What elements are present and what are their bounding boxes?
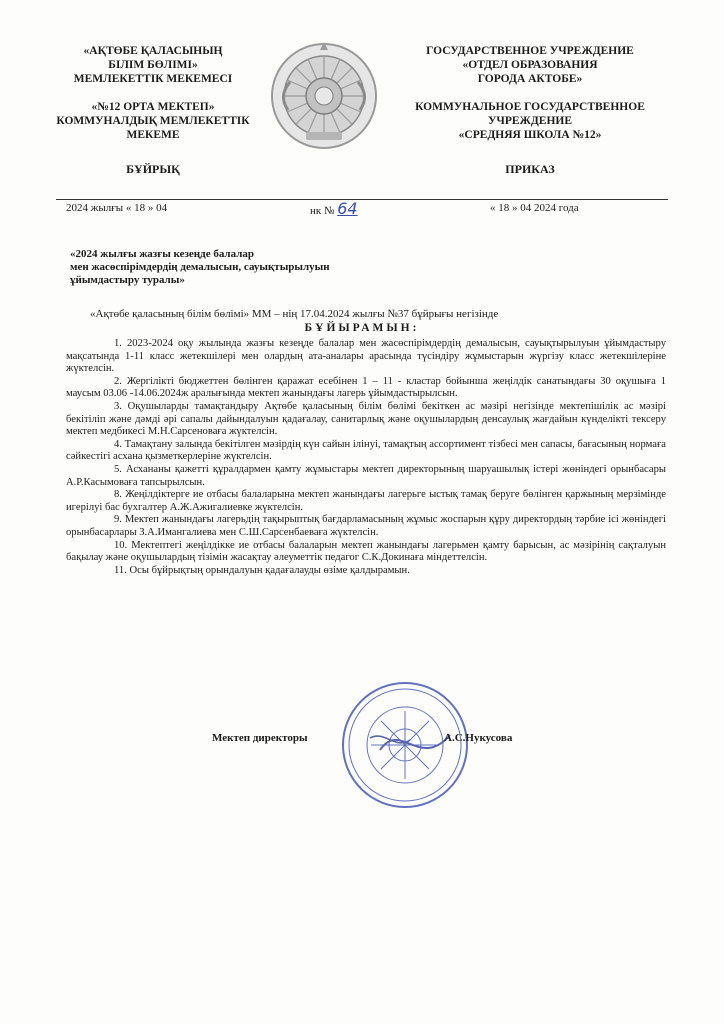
subject-line1: «2024 жылғы жазғы кезеңде балалар [70, 248, 254, 260]
header-left-title: БҰЙРЫҚ [126, 162, 180, 176]
subject-line2: мен жасөспірімдердің демалысын, сауықтырылуын [70, 261, 330, 273]
header-right-line3: ГОРОДА АКТОБЕ» [477, 73, 583, 85]
signature-name: А.С.Нукусова [444, 732, 513, 744]
header-left-line6: МЕКЕМЕ [126, 129, 180, 141]
order-item: 1. 2023-2024 оқу жылында жазғы кезеңде балалар мен жасөспірімдердің демалысын, сауықтырылуын ұйымдастыру мақсатында 1-11 класс жетекшілері мен олардың ата-аналары арасында түсіндіру жұмыстарын жүргізу класс жетекшілеріне жүктелсін. [66, 338, 666, 375]
order-item: 8. Жеңілдіктерге ие отбасы балаларына мектеп жанындағы лагерьге ыстық тамақ беруге бөлінген қаржының мерзімінде игерілуі бас бухгалтер А.Ж.Ажигалиевке жүктелсін. [66, 489, 666, 513]
state-emblem-icon [268, 40, 380, 152]
header-left-line4: «№12 ОРТА МЕКТЕП» [91, 101, 215, 113]
header-left-line1: «АҚТӨБЕ ҚАЛАСЫНЫҢ [83, 45, 223, 57]
header-right-line5: УЧРЕЖДЕНИЕ [487, 115, 573, 127]
header-left-kazakh [28, 44, 278, 176]
header-right-line6: «СРЕДНЯЯ ШКОЛА №12» [458, 129, 602, 141]
order-items [66, 338, 666, 577]
signature-label: Мектеп директоры [212, 732, 308, 744]
date-russian: « 18 » 04 2024 года [490, 202, 579, 214]
order-item: 2. Жергілікті бюджеттен бөлінген қаражат есебінен 1 – 11 - кластар бойынша жеңілдік санатындағы 30 оқушыға 1 маусым 03.06 -14.06.2024ж аралығында мектеп жанындағы лагерь ұйымдастырылсын. [66, 375, 666, 400]
header-right-line2: «ОТДЕЛ ОБРАЗОВАНИЯ [462, 59, 598, 71]
header-left-line2: БІЛІМ БӨЛІМІ» [108, 59, 198, 71]
order-item: 10. Мектептегі жеңілдікке ие отбасы балаларын мектеп жанындағы лагерьмен қамту барысын, ас мәзірінің сақталуын бақылау және оқушылардың тізімін жасақтау әлеуметтік педагог С.К.Докинаға міндеттелсін. [66, 539, 666, 564]
order-number [310, 199, 358, 218]
header-right-russian [384, 44, 676, 176]
order-item: 4. Тамақтану залында бекітілген мәзірдің күн сайын ілінуі, тамақтың ассортимент тізбесі мен сапасы, бағасының нормаға сәйкестігі асхана қызметкерлеріне жүктелсін. [66, 438, 666, 463]
subject-line3: ұйымдастыру туралы» [70, 274, 185, 286]
order-word: БҰЙЫРАМЫН: [304, 322, 420, 334]
order-basis: «Ақтөбе қаласының білім бөлімі» ММ – нің 17.04.2024 жылғы №37 бұйрығы негізінде [90, 308, 499, 320]
order-subject [70, 248, 470, 287]
order-number-label: нк № [310, 205, 335, 217]
header-left-line3: МЕМЛЕКЕТТІК МЕКЕМЕСІ [73, 73, 233, 85]
order-item: 11. Осы бұйрықтың орындалуын қадағалауды өзіме қалдырамын. [114, 564, 410, 576]
header-left-line5: КОММУНАЛДЫҚ МЕМЛЕКЕТТІК [56, 115, 250, 127]
order-item: 5. Асхананы қажетті құралдармен қамту жұмыстары мектеп директорының шаруашылық істері жөніндегі орынбасары А.Р.Касымоваға тапсырылсын. [66, 463, 666, 488]
order-item: 3. Оқушыларды тамақтандыру Ақтөбе қаласының білім бөлімі бекіткен ас мәзірі негізінде мектепішілік ас мәзірі бекітіліп және дәмді әрі сапалы дайындалуын қадағалау, санитарлық және оқушылардың денсаулық жағдайын күнделікті тексеру мектеп медбикесі М.Н.Сарсеноваға жүктелсін. [66, 400, 666, 438]
header-divider [56, 199, 668, 200]
official-seal-icon [340, 680, 470, 810]
header-right-line1: ГОСУДАРСТВЕННОЕ УЧРЕЖДЕНИЕ [426, 45, 634, 57]
header-right-title: ПРИКАЗ [505, 162, 555, 176]
order-item: 9. Мектеп жанындағы лагерьдің тақырыптық бағдарламасының жұмыс жоспарын құру директордың тәрбие ісі жөніндегі орынбасарлары З.А.Имангалиева мен С.Ш.Сарсенбаевағa жүктелсін. [66, 514, 666, 538]
header-right-line4: КОММУНАЛЬНОЕ ГОСУДАРСТВЕННОЕ [415, 101, 645, 113]
order-number-handwritten: 64 [337, 199, 358, 218]
date-kazakh: 2024 жылғы « 18 » 04 [66, 202, 168, 214]
